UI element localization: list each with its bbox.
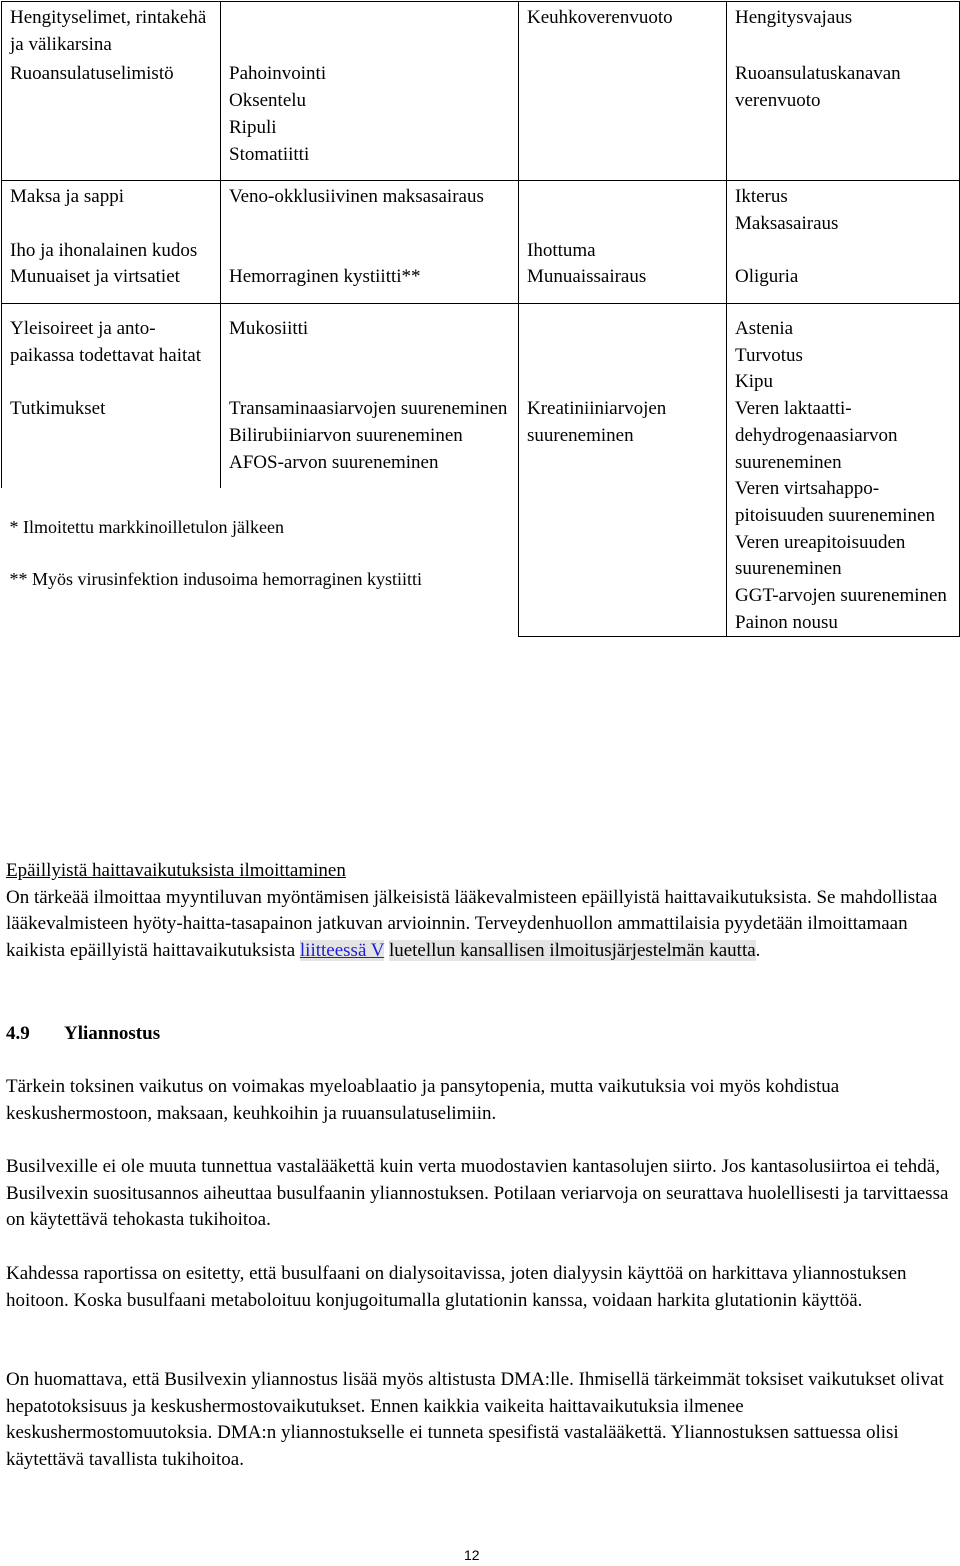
rare-cell (519, 304, 727, 397)
section-heading (6, 1021, 160, 1048)
organ-class-cell: Yleisoireet ja anto-paikassa todettavat haitat (2, 304, 221, 397)
rare-cell: Keuhkoverenvuoto (519, 2, 727, 59)
organ-class-cell: Maksa ja sappi (2, 181, 221, 238)
table-row (2, 238, 960, 265)
organ-class-cell: Ruoansulatuselimistö (2, 58, 221, 180)
table-row (2, 264, 960, 303)
unknown-frequency-cell: Oliguria (727, 264, 960, 303)
adverse-reactions-table (1, 1, 960, 637)
uncommon-cell: Veno-okklusiivinen maksasairaus (221, 181, 519, 238)
reporting-body (6, 885, 951, 965)
unknown-frequency-cell: Astenia Turvotus Kipu (727, 304, 960, 397)
uncommon-cell: Transaminaasiarvojen suureneminen Bilirubiiniarvon suureneminen AFOS-arvon suureneminen (221, 396, 519, 488)
section-title: Yliannostus (64, 1023, 161, 1044)
adverse-reaction-reporting (6, 858, 951, 965)
table-row (2, 304, 960, 397)
footnote: ** Myös virusinfektion indusoima hemorraginen kystiitti (9, 568, 422, 589)
unknown-frequency-cell: Veren laktaatti-dehydrogenaasiarvon suureneminen Veren virtsahappo-pitoisuuden suureneminen Veren ureapitoisuuden suureneminen GGT-arvojen suureneminen Painon nousu (727, 396, 960, 637)
uncommon-cell (221, 238, 519, 265)
rare-cell: Kreatiniiniarvojen suureneminen (519, 396, 727, 637)
rare-cell: Munuaissairaus (519, 264, 727, 303)
reporting-end: . (755, 940, 761, 962)
table-row (2, 2, 960, 59)
uncommon-cell: Mukosiitti (221, 304, 519, 397)
page-number: 12 (464, 1547, 480, 1563)
unknown-frequency-cell: Ruoansulatuskanavan verenvuoto (727, 58, 960, 180)
organ-class-cell: Iho ja ihonalainen kudos (2, 238, 221, 265)
overdose-paragraph: Busilvexille ei ole muuta tunnettua vastalääkettä kuin verta muodostavien kantasolujen siirto. Jos kantasolusiirtoa ei tehdä, Busilvexin suositusannos aiheuttaa busulfaanin yliannostuksen. Potilaan veriarvoja on seurattava huolellisesti ja tarvittaessa on käytettävä tehokasta tukihoitoa. (6, 1156, 949, 1231)
rare-cell (519, 181, 727, 238)
uncommon-cell: Hemorraginen kystiitti** (221, 264, 519, 303)
table-row (2, 58, 960, 180)
organ-class-cell: Tutkimukset (2, 396, 221, 488)
table-row (2, 181, 960, 238)
footnote: * Ilmoitettu markkinoilletulon jälkeen (9, 516, 284, 537)
annex-v-link[interactable]: liitteessä V (299, 940, 385, 962)
organ-class-cell: Hengityselimet, rintakehä ja välikarsina (2, 2, 221, 59)
rare-cell: Ihottuma (519, 238, 727, 265)
section-number: 4.9 (6, 1023, 30, 1044)
reporting-title: Epäillyistä haittavaikutuksista ilmoittaminen (6, 860, 346, 881)
unknown-frequency-cell (727, 238, 960, 265)
reporting-text: On tärkeää ilmoittaa myyntiluvan myöntämisen jälkeisistä lääkevalmisteen epäillyistä haittavaikutuksista. Se mahdollistaa lääkevalmisteen hyöty-haitta-tasapainon jatkuvan arvioinnin. Terveydenhuollon ammattilaisia pyydetään ilmoittamaan kaikista epäillyistä haittavaikutuksista (6, 886, 938, 962)
uncommon-cell: Pahoinvointi Oksentelu Ripuli Stomatiitti (221, 58, 519, 180)
overdose-paragraph: Kahdessa raportissa on esitetty, että busulfaani on dialysoitavissa, joten dialyysin käyttöä on harkittava yliannostuksen hoitoon. Koska busulfaani metaboloituu konjugoitumalla glutationin kanssa, voidaan harkita glutationin käyttöä. (6, 1263, 907, 1311)
unknown-frequency-cell: Hengitysvajaus (727, 2, 960, 59)
overdose-paragraph: On huomattava, että Busilvexin yliannostus lisää myös altistusta DMA:lle. Ihmisellä tärkeimmät toksiset vaikutukset olivat hepatotoksisuus ja keskushermostovaikutukset. Ennen kaikkia vaikeita haittavaikutuksia ilmenee keskushermostomuutoksia. DMA:n yliannostukselle ei tunneta spesifistä vastalääkettä. Yliannostuksen sattuessa olisi käytettävä tavallista tukihoitoa. (6, 1369, 944, 1471)
footnotes (2, 488, 519, 637)
unknown-frequency-cell: Ikterus Maksasairaus (727, 181, 960, 238)
uncommon-cell (221, 2, 519, 59)
reporting-tail: luetellun kansallisen ilmoitusjärjestelmän kautta (388, 940, 756, 962)
overdose-paragraph: Tärkein toksinen vaikutus on voimakas myeloablaatio ja pansytopenia, mutta vaikutuksia voi myös kohdistua keskushermostoon, maksaan, keuhkoihin ja ruuansulatuselimiin. (6, 1076, 840, 1124)
organ-class-cell: Munuaiset ja virtsatiet (2, 264, 221, 303)
rare-cell (519, 58, 727, 180)
table-row (2, 396, 960, 488)
